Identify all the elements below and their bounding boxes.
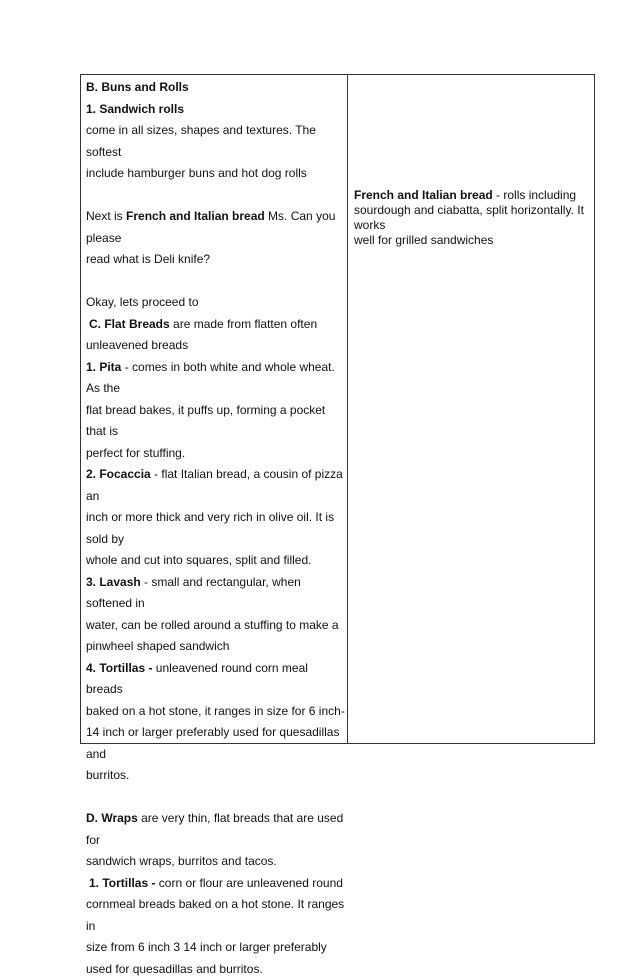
- heading-sandwich-rolls: 1. Sandwich rolls: [86, 102, 184, 116]
- tortillas-line: 4. Tortillas - unleavened round corn meal breads: [86, 658, 347, 701]
- focaccia-line-3: whole and cut into squares, split and filled.: [86, 550, 347, 572]
- tortillas-line-4: burritos.: [86, 765, 347, 787]
- wraps-line-2: sandwich wraps, burritos and tacos.: [86, 851, 347, 873]
- lavash-line: 3. Lavash - small and rectangular, when softened in: [86, 572, 347, 615]
- tortillas-line-2: baked on a hot stone, it ranges in size for 6 inch-: [86, 701, 347, 723]
- wrap-tortillas-line: 1. Tortillas - corn or flour are unleavened round: [86, 873, 347, 895]
- focaccia-line-2: inch or more thick and very rich in olive oil. It is sold by: [86, 507, 347, 550]
- next-line: Next is French and Italian bread Ms. Can you please: [86, 206, 347, 249]
- flat-breads-line-2: unleavened breads: [86, 335, 347, 357]
- lavash-line-2: water, can be rolled around a stuffing to make a: [86, 615, 347, 637]
- pita-line-3: perfect for stuffing.: [86, 443, 347, 465]
- wrap-tortillas-line-3: size from 6 inch 3 14 inch or larger preferably: [86, 937, 347, 959]
- right-column: [348, 75, 594, 743]
- next-line-2: read what is Deli knife?: [86, 249, 347, 271]
- wrap-tortillas-line-4: used for quesadillas and burritos.: [86, 959, 347, 980]
- sandwich-text-2: include hamburger buns and hot dog rolls: [86, 163, 347, 185]
- wraps-line: D. Wraps are very thin, flat breads that are used for: [86, 808, 347, 851]
- pita-line: 1. Pita - comes in both white and whole wheat. As the: [86, 357, 347, 400]
- wrap-tortillas-line-2: cornmeal breads baked on a hot stone. It ranges in: [86, 894, 347, 937]
- heading-buns-rolls: B. Buns and Rolls: [86, 80, 189, 94]
- focaccia-line: 2. Focaccia - flat Italian bread, a cousin of pizza an: [86, 464, 347, 507]
- tortillas-line-3: 14 inch or larger preferably used for quesadillas and: [86, 722, 347, 765]
- sandwich-text-1: come in all sizes, shapes and textures. The softest: [86, 120, 347, 163]
- french-italian-definition: French and Italian bread - rolls including sourdough and ciabatta, split horizontally. It works well for grilled sandwiches: [354, 188, 596, 248]
- pita-line-2: flat bread bakes, it puffs up, forming a pocket that is: [86, 400, 347, 443]
- flat-breads-line: C. Flat Breads are made from flatten often: [86, 314, 347, 336]
- lavash-line-3: pinwheel shaped sandwich: [86, 636, 347, 658]
- okay-line: Okay, lets proceed to: [86, 292, 347, 314]
- lesson-table: [80, 74, 595, 744]
- left-column: [81, 75, 348, 743]
